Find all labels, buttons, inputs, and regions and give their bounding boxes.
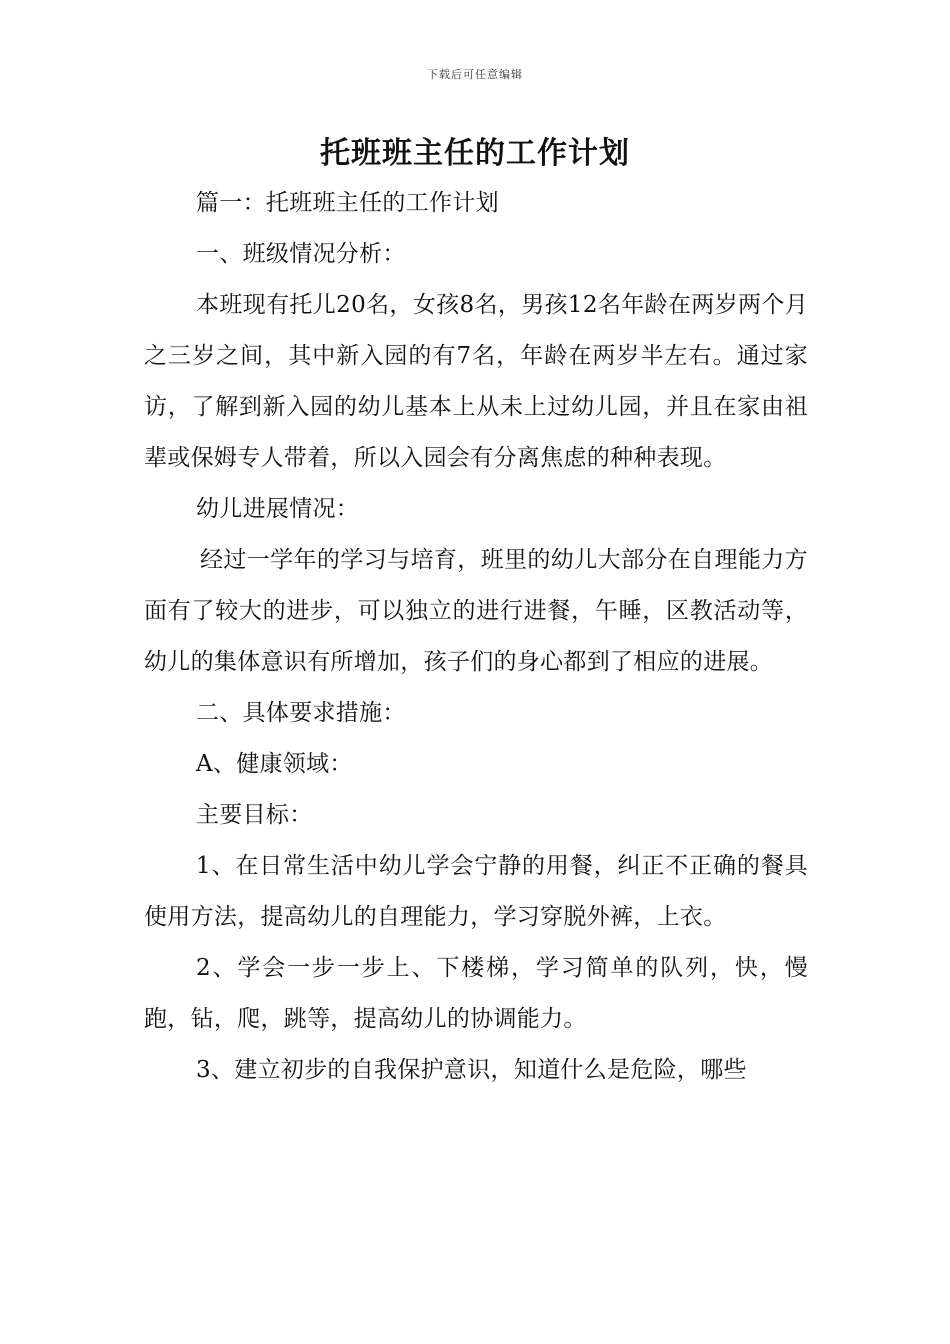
section-heading: 主要目标： (196, 802, 313, 828)
header-note: 下载后可任意编辑 (427, 68, 523, 81)
document-title: 托班班主任的工作计划 (320, 136, 630, 171)
section-heading: 篇一：托班班主任的工作计划 (196, 190, 499, 216)
body-paragraph: 经过一学年的学习与培育，班里的幼儿大部分在自理能力方面有了较大的进步，可以独立的进行进餐，午睡，区教活动等，幼儿的集体意识有所增加，孩子们的身心都到了相应的进展。 (144, 547, 808, 675)
section-heading: 幼儿进展情况： (196, 496, 360, 522)
section-heading: 二、具体要求措施： (196, 700, 406, 726)
document-body (144, 178, 808, 1096)
section-heading: 一、班级情况分析： (196, 241, 406, 267)
list-item: 3、建立初步的自我保护意识，知道什么是危险，哪些 (196, 1057, 747, 1083)
list-item: 2、学会一步一步上、下楼梯，学习简单的队列，快，慢跑，钻，爬，跳等，提高幼儿的协调能力。 (144, 955, 808, 1032)
list-item: 1、在日常生活中幼儿学会宁静的用餐，纠正不正确的餐具使用方法，提高幼儿的自理能力，学习穿脱外裤，上衣。 (144, 853, 808, 930)
section-heading: A、健康领域： (196, 751, 353, 777)
body-paragraph: 本班现有托儿20名，女孩8名，男孩12名年龄在两岁两个月之三岁之间，其中新入园的有7名，年龄在两岁半左右。通过家访，了解到新入园的幼儿基本上从未上过幼儿园，并且在家由祖辈或保姆专人带着，所以入园会有分离焦虑的种种表现。 (144, 292, 808, 471)
